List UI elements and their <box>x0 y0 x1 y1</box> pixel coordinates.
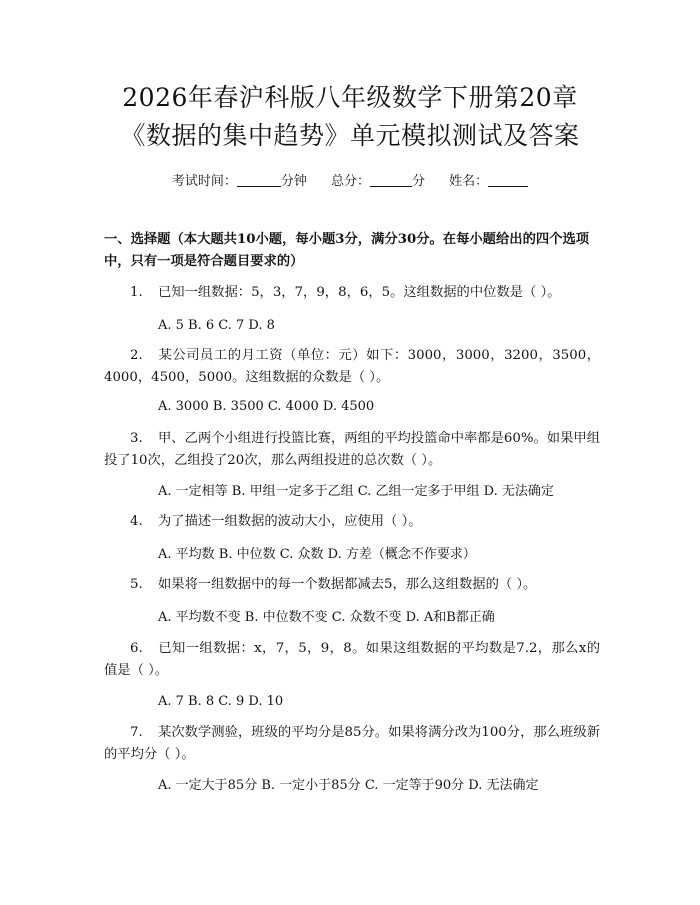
question-number: 7. <box>130 725 143 740</box>
total-score-label: 总分： <box>330 174 370 189</box>
question-5 <box>104 574 600 596</box>
exam-time-field <box>172 170 307 189</box>
question-number: 1. <box>130 285 143 300</box>
question-2 <box>104 345 600 389</box>
name-blank[interactable] <box>488 186 528 187</box>
question-3-options: A. 一定相等 B. 甲组一定多于乙组 C. 乙组一定多于甲组 D. 无法确定 <box>158 484 554 499</box>
question-number: 4. <box>130 514 143 529</box>
question-text: 某公司员工的月工资（单位：元）如下：3000，3000，3200，3500，4000，4500，5000。这组数据的众数是（ ）。 <box>104 348 600 385</box>
section-heading: 一、选择题（本大题共10小题，每小题3分，满分30分。在每小题给出的四个选项中，只有一项是符合题目要求的） <box>104 232 590 269</box>
name-label: 姓名： <box>449 174 489 189</box>
question-7 <box>104 722 600 766</box>
question-1 <box>104 282 600 304</box>
title-line-1: 2026年春沪科版八年级数学下册第20章 <box>122 83 578 112</box>
question-text: 为了描述一组数据的波动大小，应使用（ ）。 <box>158 514 422 529</box>
name-field <box>449 170 528 189</box>
question-text: 已知一组数据：5，3，7，9，8，6，5。这组数据的中位数是（ ）。 <box>158 285 561 300</box>
question-4-options: A. 平均数 B. 中位数 C. 众数 D. 方差（概念不作要求） <box>158 547 476 562</box>
total-score-unit: 分 <box>412 174 426 189</box>
question-number: 6. <box>130 641 143 656</box>
exam-time-label: 考试时间： <box>171 174 237 189</box>
question-text: 已知一组数据：x，7，5，9，8。如果这组数据的平均数是7.2，那么x的值是（ ）。 <box>104 641 600 678</box>
title-line-2: 《数据的集中趋势》单元模拟测试及答案 <box>120 121 580 150</box>
question-number: 5. <box>130 577 143 592</box>
question-number: 3. <box>130 431 143 446</box>
question-4 <box>104 511 600 533</box>
question-1-options: A. 5 B. 6 C. 7 D. 8 <box>158 318 275 333</box>
total-score-blank[interactable] <box>370 186 412 187</box>
total-score-field <box>331 170 425 189</box>
question-number: 2. <box>130 348 143 363</box>
question-2-options: A. 3000 B. 3500 C. 4000 D. 4500 <box>158 399 375 414</box>
question-6-options: A. 7 B. 8 C. 9 D. 10 <box>158 694 284 709</box>
question-text: 如果将一组数据中的每一个数据都减去5，那么这组数据的（ ）。 <box>158 577 537 592</box>
question-text: 某次数学测验，班级的平均分是85分。如果将满分改为100分，那么班级新的平均分（ ）。 <box>104 725 600 762</box>
question-7-options: A. 一定大于85分 B. 一定小于85分 C. 一定等于90分 D. 无法确定 <box>158 778 539 793</box>
question-5-options: A. 平均数不变 B. 中位数不变 C. 众数不变 D. A和B都正确 <box>158 610 495 625</box>
exam-time-blank[interactable] <box>237 186 281 187</box>
question-3 <box>104 428 600 472</box>
exam-info-row <box>0 170 700 189</box>
question-6 <box>104 638 600 682</box>
question-text: 甲、乙两个小组进行投篮比赛，两组的平均投篮命中率都是60%。如果甲组投了10次，乙组投了20次，那么两组投进的总次数（ ）。 <box>104 431 600 468</box>
exam-time-unit: 分钟 <box>280 174 307 189</box>
